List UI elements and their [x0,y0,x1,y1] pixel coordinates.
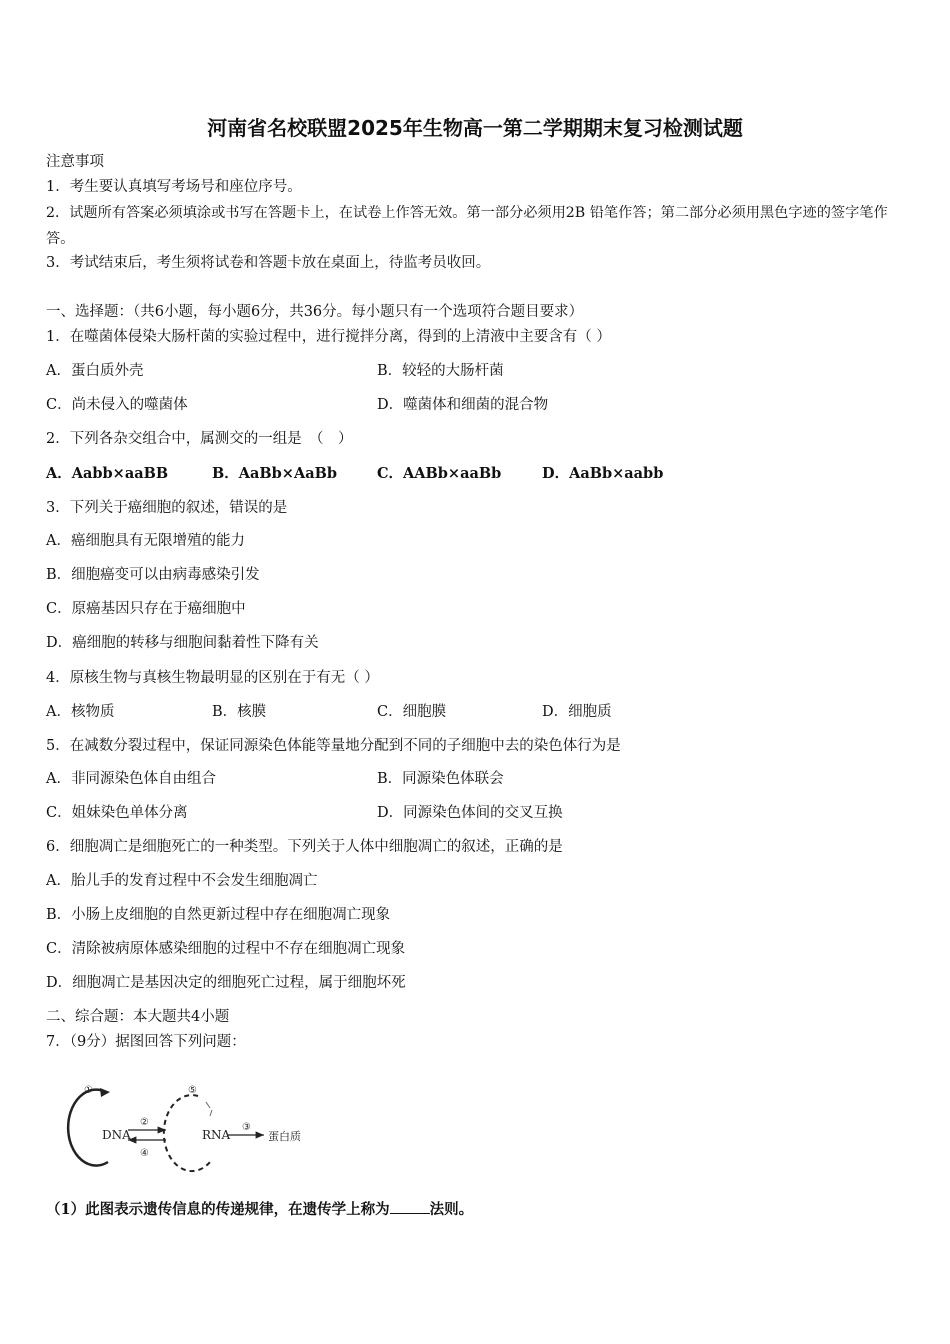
q5-option-c: C．姐妹染色单体分离 [46,805,188,821]
q2-option-a: A．Aabb×aaBB [46,465,169,482]
q5-option-b: B．同源染色体联会 [377,771,504,787]
protein-label: 蛋白质 [268,1130,301,1143]
question-5-stem: 5．在减数分裂过程中，保证同源染色体能等量地分配到不同的子细胞中去的染色体行为是 [46,738,621,754]
q5-option-d: D．同源染色体间的交叉互换 [377,805,563,821]
q1-option-a: A．蛋白质外壳 [46,363,144,379]
dna-label: DNA [102,1128,131,1142]
q2-option-c: C．AABb×aaBb [377,465,502,482]
question-4-stem: 4．原核生物与真核生物最明显的区别在于有无（ ） [46,670,379,686]
q1-option-c: C．尚未侵入的噬菌体 [46,397,188,413]
q1-option-d: D．噬菌体和细菌的混合物 [377,397,549,413]
q4-option-d: D．细胞质 [542,704,612,720]
q3-option-d: D．癌细胞的转移与细胞间黏着性下降有关 [46,635,319,651]
notice-item-3: 3．考试结束后，考生须将试卷和答题卡放在桌面上，待监考员收回。 [46,255,491,271]
label-5: ⑤ [188,1085,197,1096]
page-title: 河南省名校联盟2025年生物高一第二学期期末复习检测试题 [207,116,743,140]
notice-heading: 注意事项 [46,154,104,170]
sub1-suffix: 法则。 [429,1201,474,1218]
q3-option-a: A．癌细胞具有无限增殖的能力 [46,533,245,549]
q6-option-b: B．小肠上皮细胞的自然更新过程中存在细胞凋亡现象 [46,907,391,923]
q2-option-b: B．AaBb×AaBb [212,465,337,482]
q1-option-b: B．较轻的大肠杆菌 [377,363,504,379]
q6-option-c: C．清除被病原体感染细胞的过程中不存在细胞凋亡现象 [46,941,406,957]
section1-heading: 一、选择题：（共6小题，每小题6分，共36分。每小题只有一个选项符合题目要求） [46,304,584,320]
label-4: ④ [140,1148,149,1159]
question-6-stem: 6．细胞凋亡是细胞死亡的一种类型。下列关于人体中细胞凋亡的叙述，正确的是 [46,839,563,855]
question-1-stem: 1．在噬菌体侵染大肠杆菌的实验过程中，进行搅拌分离，得到的上清液中主要含有（ ） [46,329,611,345]
label-3: ③ [242,1122,251,1133]
q6-option-a: A．胎儿手的发育过程中不会发生细胞凋亡 [46,873,318,889]
label-2: ② [140,1117,149,1128]
question-7-sub-1 [46,1199,473,1220]
q4-option-a: A．核物质 [46,704,115,720]
sub1-text: （1）此图表示遗传信息的传递规律，在遗传学上称为 [46,1201,390,1218]
answer-blank [390,1199,430,1214]
question-2-stem: 2．下列各杂交组合中，属测交的一组是 （ ） [46,431,353,447]
notice-item-2: 2．试题所有答案必须填涂或书写在答题卡上，在试卷上作答无效。第一部分必须用2B 铅笔作答；第二部分必须用黑色字迹的签字笔作答。 [46,205,888,247]
q2-option-d: D．AaBb×aabb [542,465,664,482]
q6-option-d: D．细胞凋亡是基因决定的细胞死亡过程，属于细胞坏死 [46,975,406,991]
label-1: ① [84,1085,93,1096]
q3-option-b: B．细胞癌变可以由病毒感染引发 [46,567,260,583]
q5-option-a: A．非同源染色体自由组合 [46,771,216,787]
question-3-stem: 3．下列关于癌细胞的叙述，错误的是 [46,500,288,516]
section2-heading: 二、综合题：本大题共4小题 [46,1009,230,1025]
q4-option-b: B．核膜 [212,704,267,720]
q3-option-c: C．原癌基因只存在于癌细胞中 [46,601,246,617]
rna-label: RNA [202,1128,231,1142]
central-dogma-diagram [60,1078,320,1178]
notice-item-1: 1．考生要认真填写考场号和座位序号。 [46,179,302,195]
q4-option-c: C．细胞膜 [377,704,447,720]
question-7-stem: 7．（9分）据图回答下列问题： [46,1034,246,1050]
